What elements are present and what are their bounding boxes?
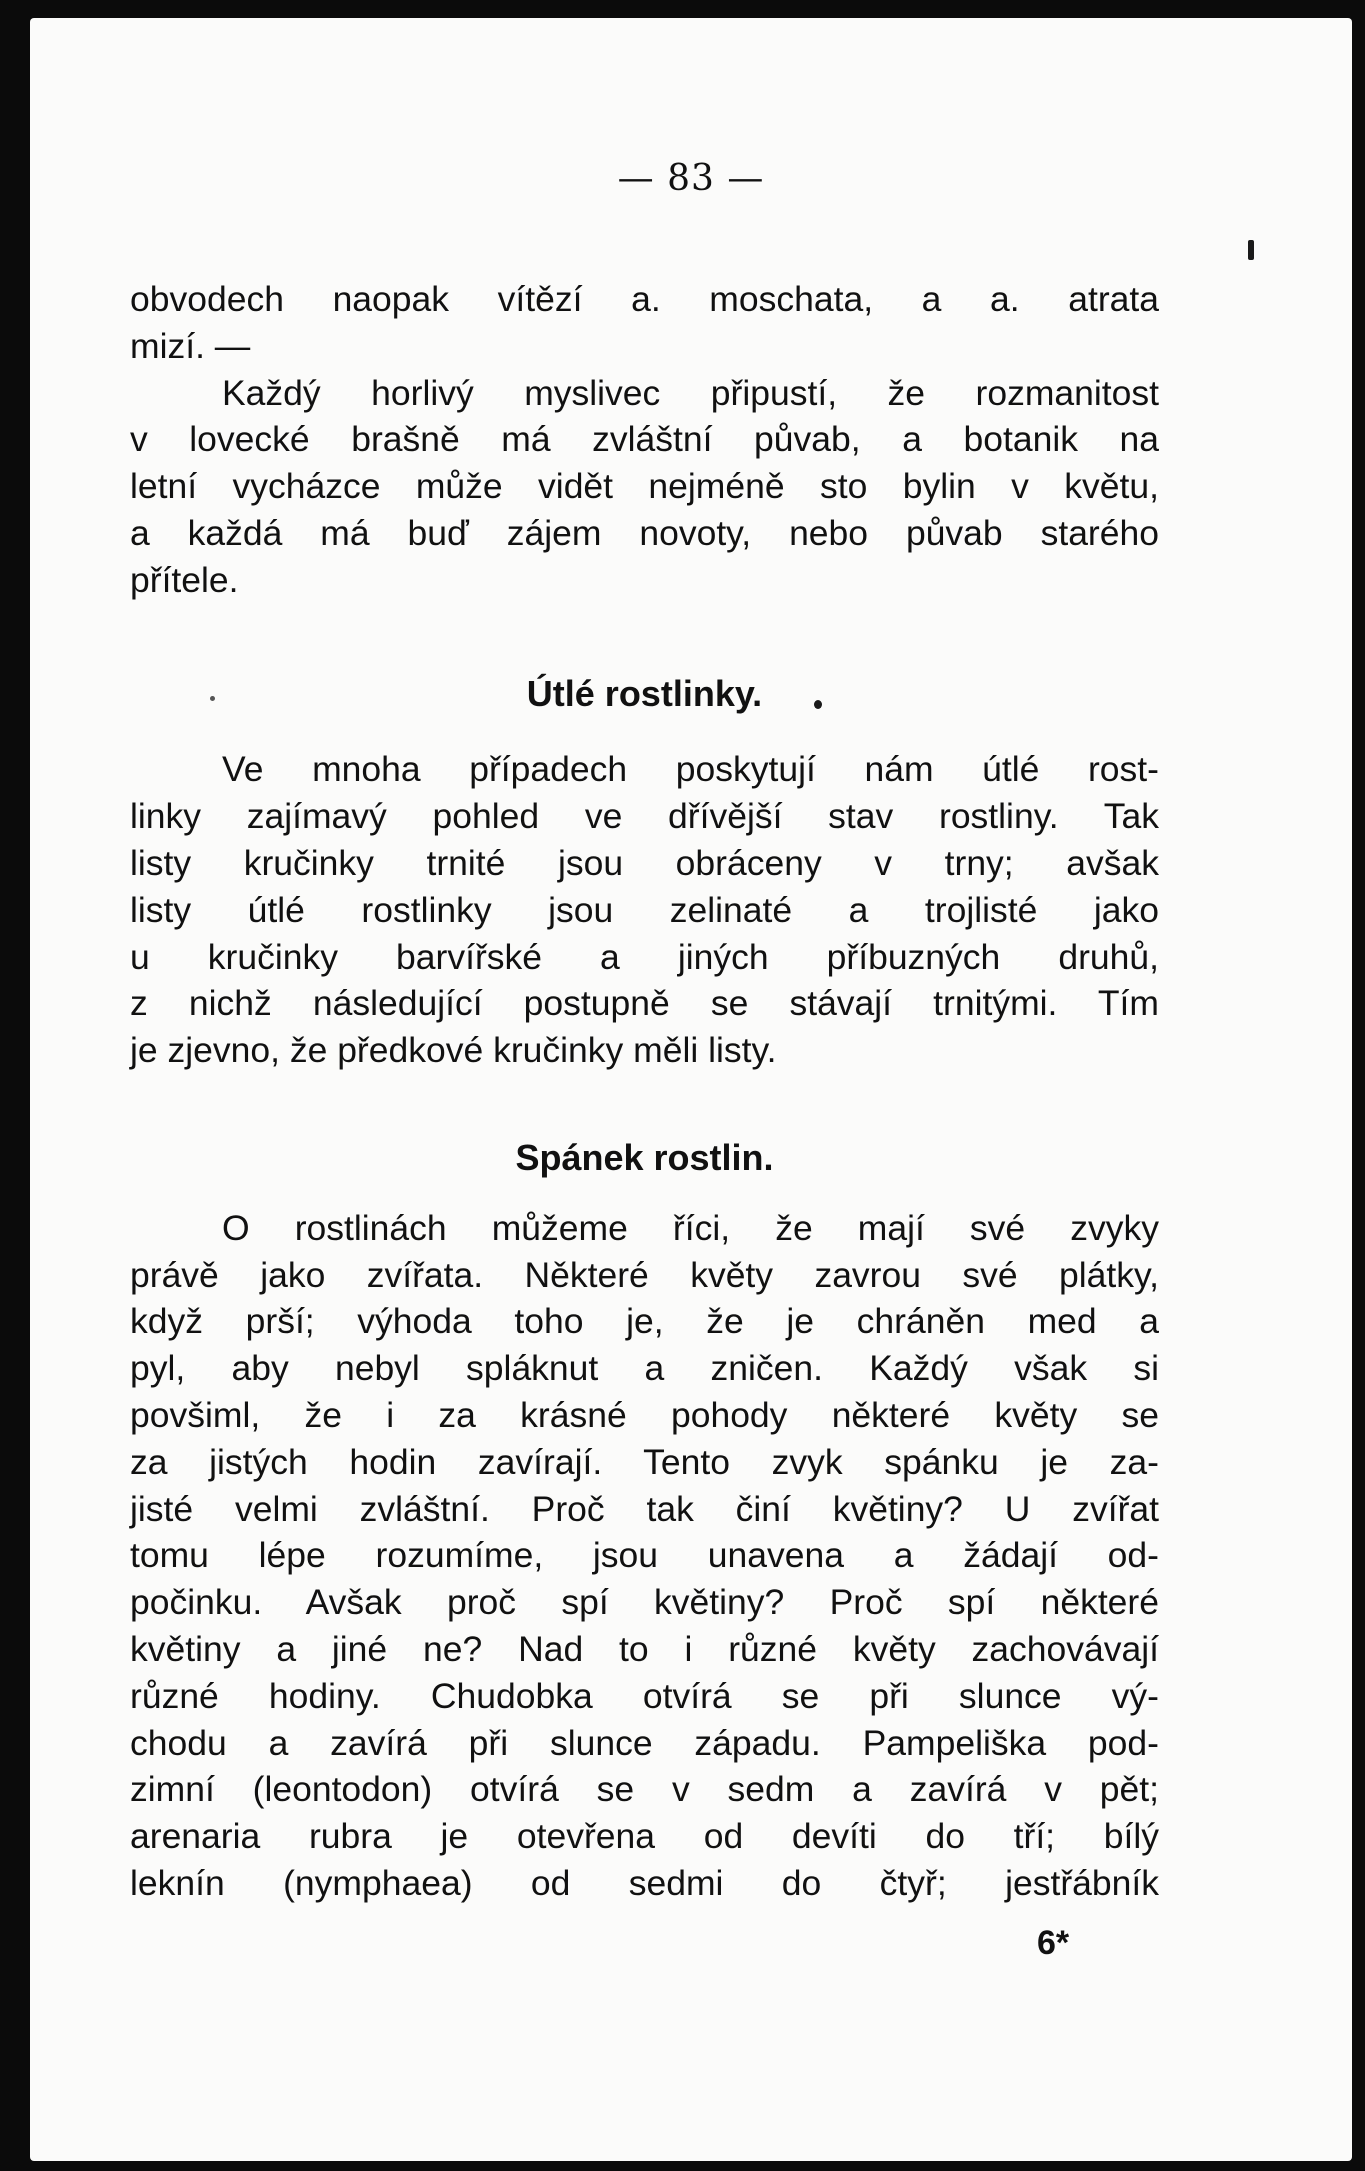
text-line: v lovecké brašně má zvláštní půvab, a botanik na (130, 419, 1159, 460)
text-line: Každý horlivý myslivec připustí, že rozmanitost (222, 372, 1159, 413)
text-line: právě jako zvířata. Některé květy zavrou své plátky, (130, 1254, 1159, 1295)
page-body (130, 276, 1159, 1907)
text-line: z nichž následující postupně se stávají trnitými. Tím (130, 983, 1159, 1024)
text-line: listy kručinky trnité jsou obráceny v trny; avšak (130, 842, 1159, 883)
book-page (30, 18, 1352, 2161)
text-line: jisté velmi zvláštní. Proč tak činí květiny? U zvířat (130, 1488, 1159, 1529)
section-heading: Spánek rostlin. (515, 1136, 774, 1178)
text-line: arenaria rubra je otevřena od devíti do tří; bílý (130, 1816, 1159, 1857)
text-line: letní vycházce může vidět nejméně sto bylin v květu, (130, 466, 1159, 507)
page-number: — 83 — (617, 158, 765, 199)
text-line: tomu lépe rozumíme, jsou unavena a žádají od- (130, 1535, 1159, 1576)
text-line: u kručinky barvířské a jiných příbuzných druhů, (130, 936, 1159, 977)
text-line: za jistých hodin zavírají. Tento zvyk spánku je za- (130, 1441, 1159, 1482)
text-line: O rostlinách můžeme říci, že mají své zvyky (222, 1207, 1159, 1248)
text-line: zimní (leontodon) otvírá se v sedm a zavírá v pět; (130, 1769, 1159, 1810)
text-line: chodu a zavírá při slunce západu. Pampeliška pod- (130, 1722, 1159, 1763)
text-line: mizí. — (130, 325, 251, 366)
text-line: leknín (nymphaea) od sedmi do čtyř; jestřábník (130, 1862, 1159, 1903)
text-line: přítele. (130, 559, 239, 600)
text-line: linky zajímavý pohled ve dřívější stav rostliny. Tak (130, 796, 1159, 837)
text-line: Ve mnoha případech poskytují nám útlé rost- (222, 749, 1159, 790)
signature-mark: 6* (1037, 1924, 1070, 1962)
text-line: různé hodiny. Chudobka otvírá se při slunce vý- (130, 1675, 1159, 1716)
text-line: povšiml, že i za krásné pohody některé květy se (130, 1394, 1159, 1435)
text-line: když prší; výhoda toho je, že je chráněn med a (130, 1301, 1159, 1342)
text-line: obvodech naopak vítězí a. moschata, a a. atrata (130, 279, 1159, 319)
text-line: počinku. Avšak proč spí květiny? Proč spí některé (130, 1582, 1159, 1623)
scan-edge (0, 0, 30, 2171)
text-line: je zjevno, že předkové kručinky měli listy. (130, 1030, 777, 1071)
text-line: a každá má buď zájem novoty, nebo půvab starého (130, 512, 1159, 553)
text-line: pyl, aby nebyl spláknut a zničen. Každý však si (130, 1348, 1159, 1389)
text-line: listy útlé rostlinky jsou zelinaté a trojlisté jako (130, 889, 1159, 930)
text-line: květiny a jiné ne? Nad to i různé květy zachovávají (130, 1628, 1159, 1669)
scan-speck (1248, 240, 1254, 260)
section-heading: Útlé rostlinky. (526, 672, 763, 714)
